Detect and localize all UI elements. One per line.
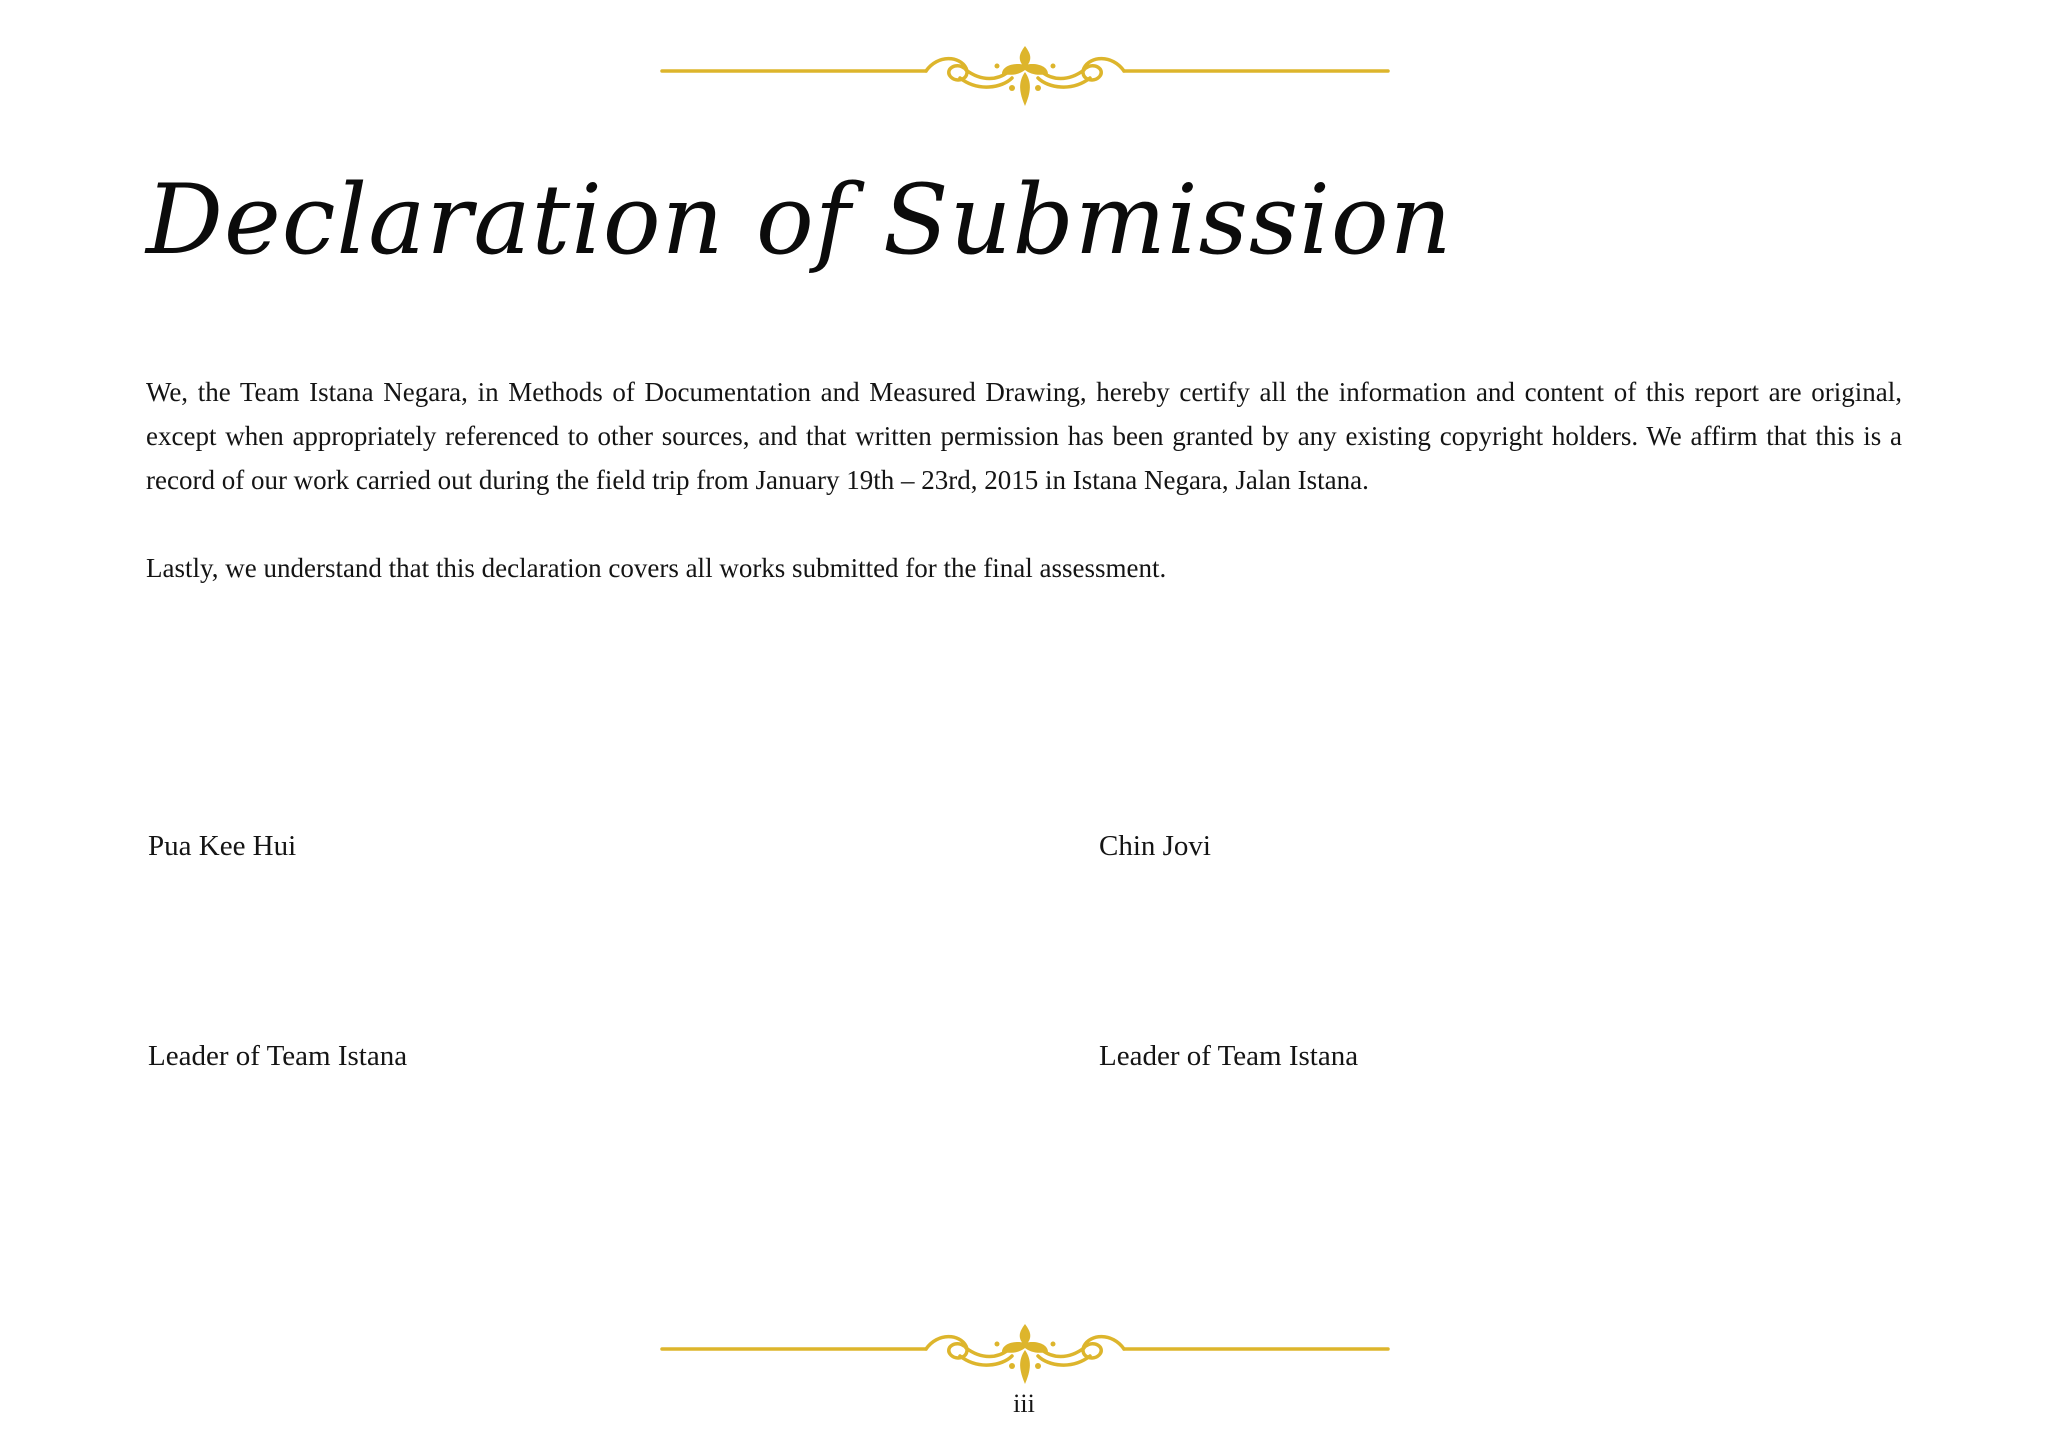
signatory-name-left: Pua Kee Hui: [148, 830, 297, 862]
signatory-name-right: Chin Jovi: [1099, 830, 1211, 862]
signatory-role-right: Leader of Team Istana: [1099, 1040, 1359, 1072]
page-number: iii: [1013, 1389, 1035, 1418]
signatory-role-left: Leader of Team Istana: [148, 1040, 408, 1072]
bottom-flourish-divider-icon: [660, 1324, 1390, 1386]
declaration-paragraph: We, the Team Istana Negara, in Methods of Documentation and Measured Drawing, hereby certify all the information and content of this report are original, except when appropriately referenced to other sources, and that written permission has been granted by any existing copyright holders. We affirm that this is a record of our work carried out during the field trip from January 19th – 23rd, 2015 in Istana Negara, Jalan Istana.: [146, 377, 1902, 495]
page-title: Declaration of Submission: [146, 164, 1453, 276]
top-flourish-divider-icon: [660, 46, 1390, 108]
closing-paragraph: Lastly, we understand that this declaration covers all works submitted for the final assessment.: [146, 553, 1167, 583]
